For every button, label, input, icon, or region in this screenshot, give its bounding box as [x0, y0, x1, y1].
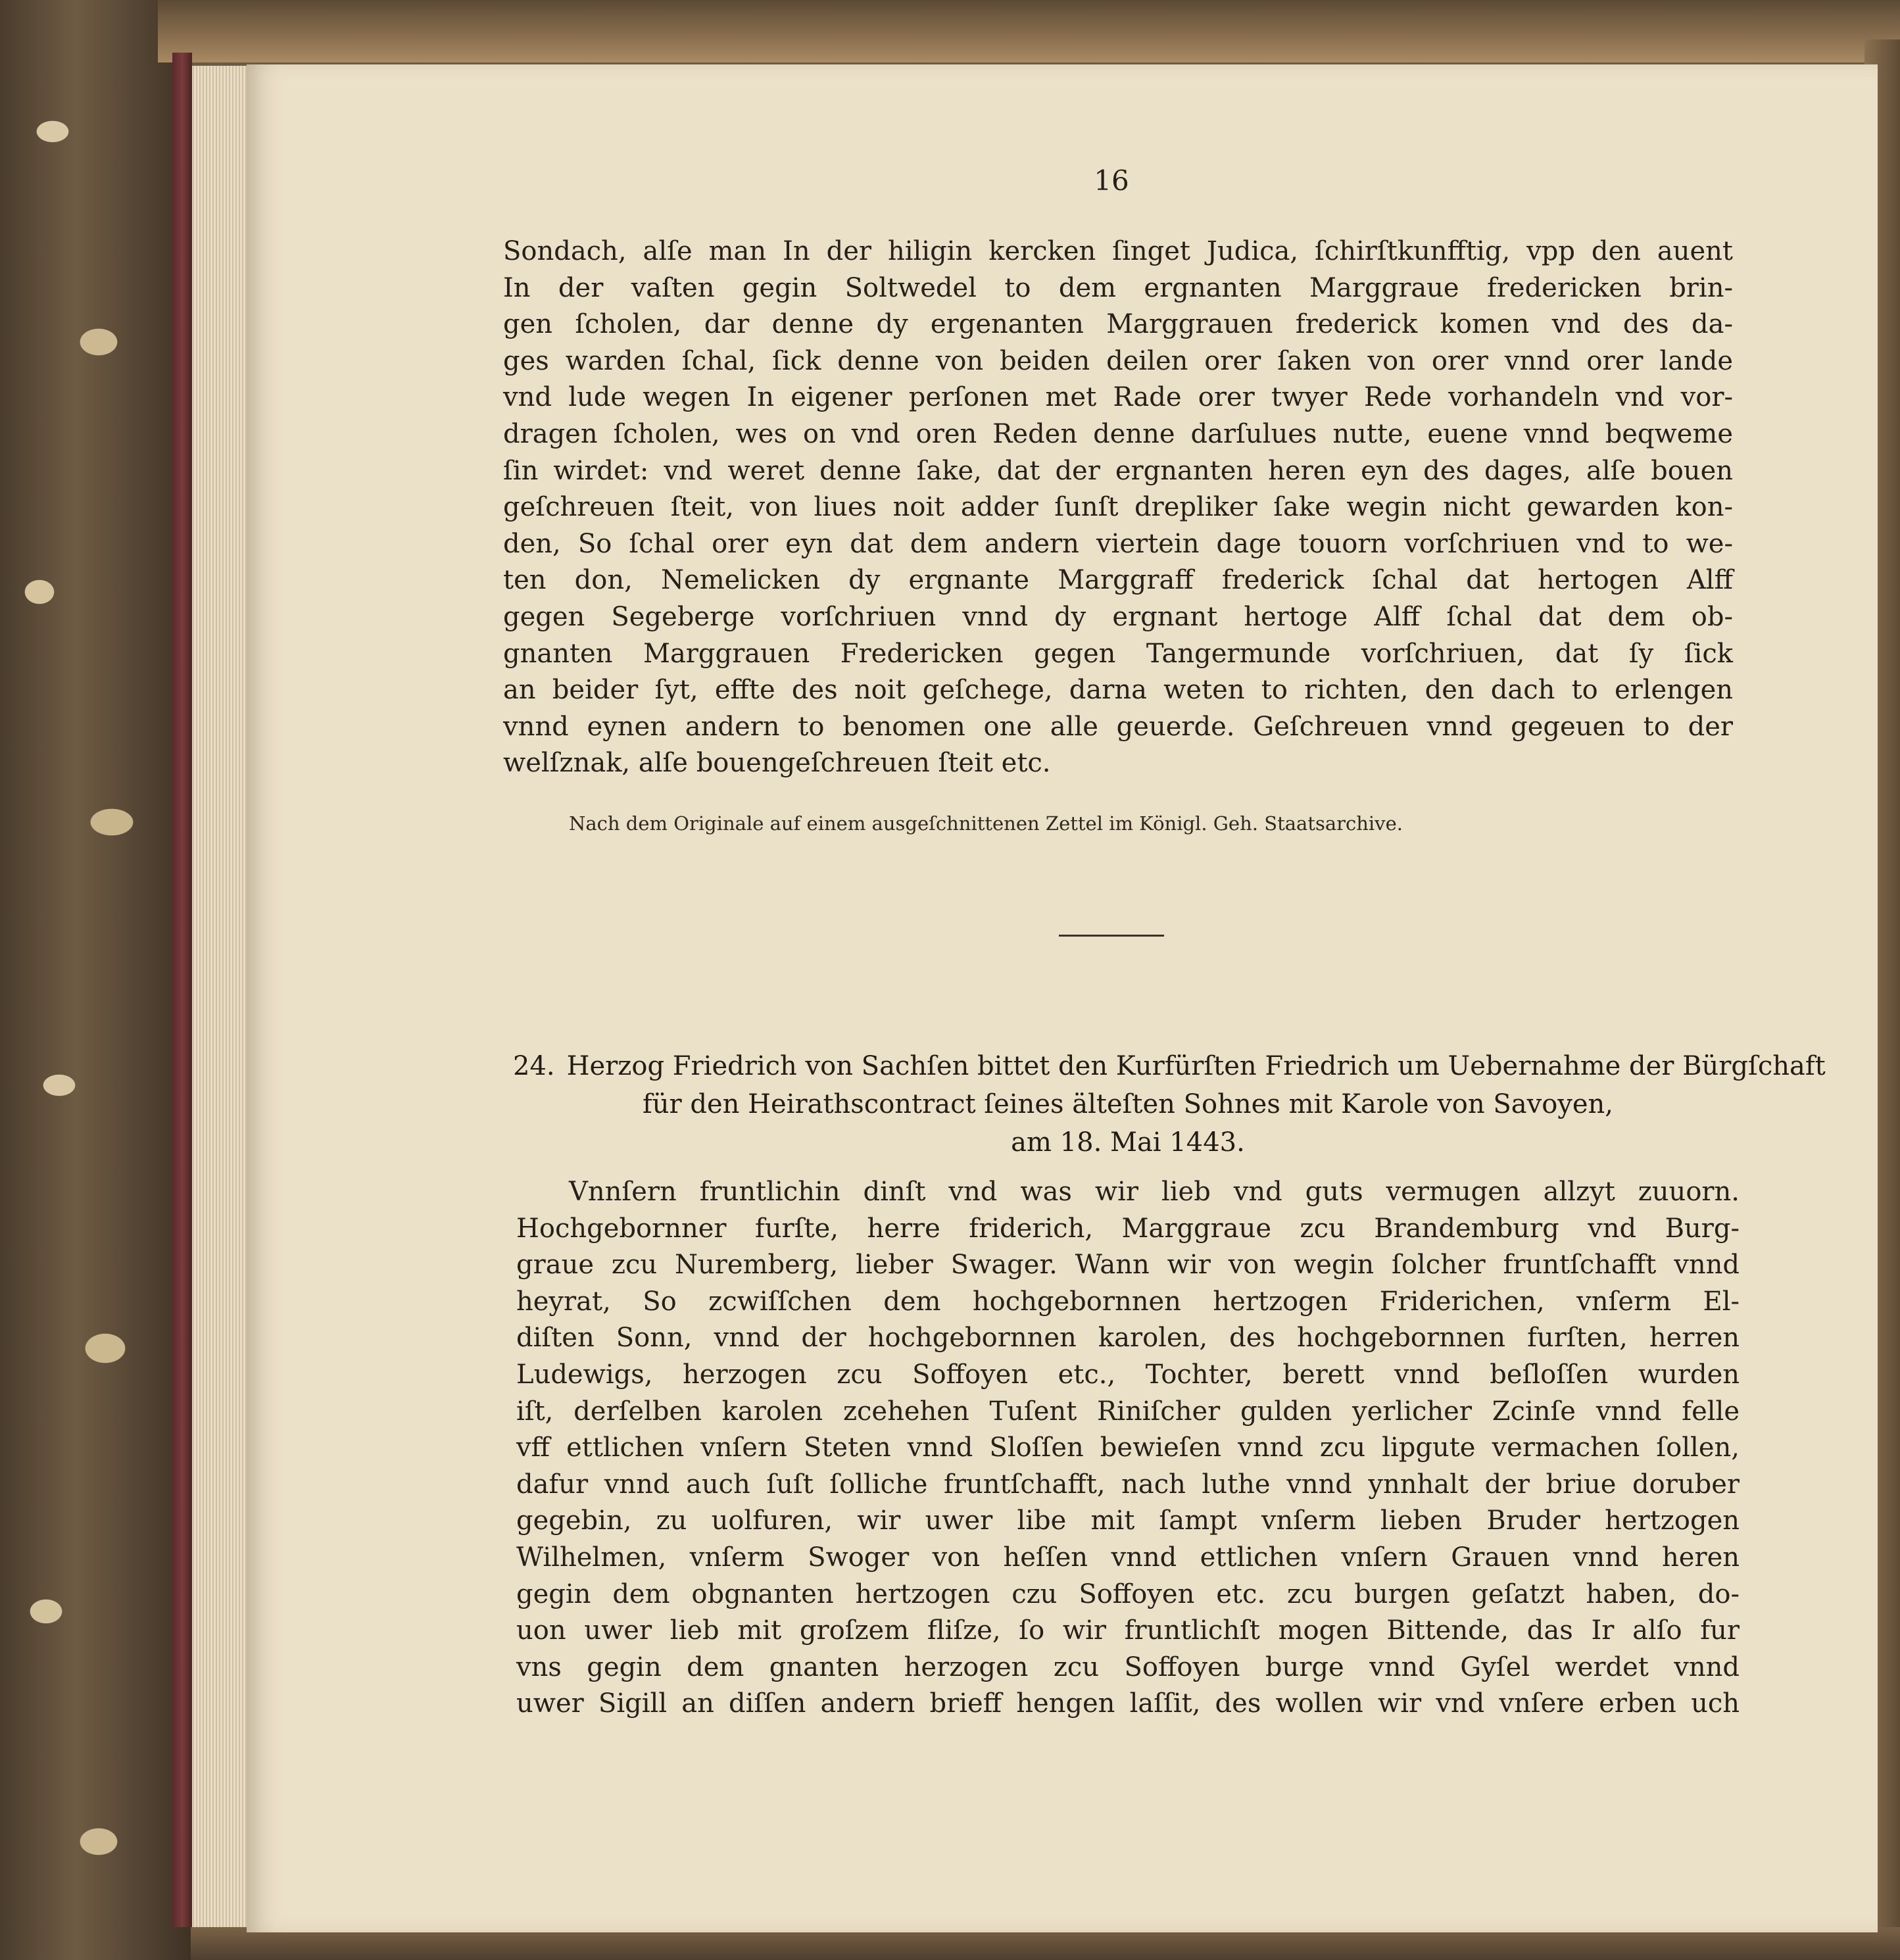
source-note: Nach dem Originale auf einem ausgeſchnittenen Zettel im Königl. Geh. Staatsarchive. — [569, 812, 1403, 835]
text-line: Vnnſern fruntlichin dinſt vnd was wir lieb vnd guts vermugen allzyt zuuorn. — [569, 1177, 1740, 1207]
body-text-block — [516, 1174, 1740, 1723]
text-line: an beider ſyt, effte des noit geſchege, darna weten to richten, den dach to erlengen — [503, 675, 1733, 706]
text-line: dafur vnnd auch ſuſt ſolliche fruntſchafft, nach luthe vnnd ynnhalt der briue doruber — [516, 1469, 1740, 1500]
text-line: Ludewigs, herzogen zcu Soffoyen etc., Tochter, berett vnnd beſloſſen wurden — [516, 1359, 1740, 1390]
text-line: den, So ſchal orer eyn dat dem andern viertein dage touorn vorſchriuen vnd to we- — [503, 528, 1733, 559]
text-line: dragen ſcholen, wes on vnd oren Reden denne darſulues nutte, euene vnnd beqweme — [503, 418, 1733, 449]
heading-line — [513, 1047, 1826, 1085]
page-number: 16 — [1094, 164, 1129, 197]
text-line: graue zcu Nuremberg, lieber Swager. Wann wir von wegin ſolcher fruntſchafft vnnd — [516, 1250, 1740, 1281]
text-line: In der vaſten gegin Soltwedel to dem ergnanten Marggraue fredericken brin- — [503, 272, 1733, 303]
text-line: vnnd eynen andern to benomen one alle geuerde. Geſchreuen vnnd gegeuen to der — [503, 711, 1733, 742]
heading-line: am 18. Mai 1443. — [1011, 1127, 1245, 1158]
top-text-block — [503, 233, 1733, 782]
text-line: welſznak, alſe bouengeſchreuen ſteit etc. — [503, 748, 1051, 779]
section-heading — [513, 1047, 1826, 1162]
text-line: gegen Segeberge vorſchriuen vnnd dy ergnant hertoge Alff ſchal dat dem ob- — [503, 601, 1733, 632]
text-line: Wilhelmen, vnſerm Swoger von heſſen vnnd ettlichen vnſern Grauen vnnd heren — [516, 1542, 1740, 1573]
text-line: vff ettlichen vnſern Steten vnnd Sloſſen bewieſen vnnd zcu lipgute vermachen ſollen, — [516, 1433, 1740, 1463]
section-divider — [1059, 935, 1164, 937]
text-line: Hochgebornner furſte, herre friderich, Marggraue zcu Brandemburg vnd Burg- — [516, 1213, 1740, 1244]
page-edges — [191, 66, 253, 1927]
section-number: 24. — [513, 1051, 555, 1081]
text-line: ten don, Nemelicken dy ergnante Marggraff frederick ſchal dat hertogen Alff — [503, 565, 1733, 596]
text-line: vns gegin dem gnanten herzogen zcu Soffoyen burge vnnd Gyſel werdet vnnd — [516, 1652, 1740, 1682]
text-line: iſt, derſelben karolen zcehehen Tuſent Riniſcher gulden yerlicher Zcinſe vnnd felle — [516, 1396, 1740, 1427]
text-line: ſin wirdet: vnd weret denne ſake, dat der ergnanten heren eyn des dages, alſe bouen — [503, 455, 1733, 486]
book-cover-left — [0, 0, 191, 1960]
text-line: ges warden ſchal, ſick denne von beiden deilen orer ſaken von orer vnnd orer lande — [503, 345, 1733, 376]
text-line: vnd lude wegen In eigener perſonen met Rade orer twyer Rede vorhandeln vnd vor- — [503, 382, 1733, 413]
heading-text: Herzog Friedrich von Sachſen bittet den Kurfürſten Friedrich um Uebernahme der Bürgſchaft — [566, 1051, 1826, 1081]
book-cover-top — [158, 0, 1900, 62]
text-line: Sondach, alſe man In der hiligin kercken ſinget Judica, ſchirſtkunfftig, vpp den auent — [503, 236, 1733, 266]
text-line: heyrat, So zcwiſſchen dem hochgebornnen hertzogen Friderichen, vnſerm El- — [516, 1286, 1740, 1317]
text-line: geſchreuen ſteit, von liues noit adder ſunſt drepliker ſake wegin nicht gewarden kon- — [503, 492, 1733, 523]
heading-line: für den Heirathscontract ſeines älteſten Sohnes mit Karole von Savoyen, — [642, 1089, 1614, 1119]
text-line: gen ſcholen, dar denne dy ergenanten Marggrauen frederick komen vnd des da- — [503, 309, 1733, 340]
text-line: gegebin, zu uolfuren, wir uwer libe mit ſampt vnſerm lieben Bruder hertzogen — [516, 1506, 1740, 1536]
text-line: gnanten Marggrauen Fredericken gegen Tangermunde vorſchriuen, dat ſy ſick — [503, 638, 1733, 669]
text-line: gegin dem obgnanten hertzogen czu Soffoyen etc. zcu burgen geſatzt haben, do- — [516, 1579, 1740, 1609]
text-line: diſten Sonn, vnnd der hochgebornnen karolen, des hochgebornnen furſten, herren — [516, 1323, 1740, 1354]
text-line: uon uwer lieb mit groſzem fliſze, ſo wir fruntlichſt mogen Bittende, das Ir alſo fur — [516, 1615, 1740, 1646]
book-spine — [172, 53, 192, 1927]
text-line: uwer Sigill an diſſen andern brieff hengen laſſit, des wollen wir vnd vnſere erben uch — [516, 1688, 1740, 1719]
